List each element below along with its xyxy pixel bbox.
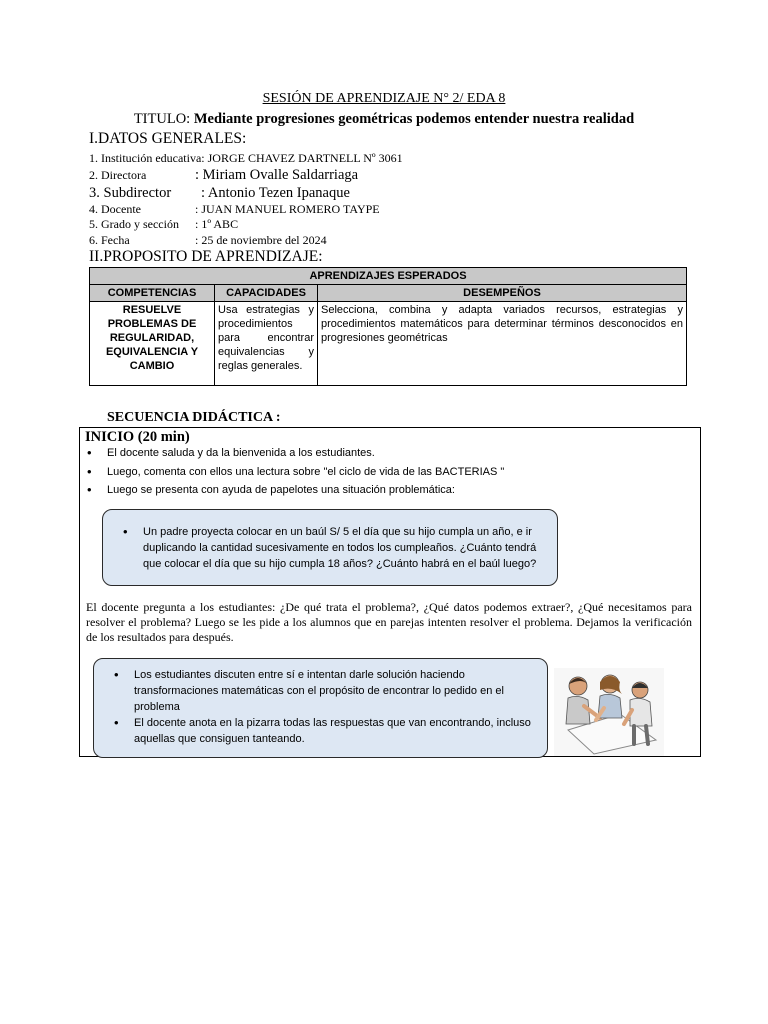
directora-value: : Miriam Ovalle Saldarriaga [195,167,359,183]
subdirector-row [89,185,350,202]
grado-value: : 1º ABC [195,217,239,231]
titulo-value: Mediante progresiones geométricas podemos entender nuestra realidad [193,111,635,127]
subdirector-label: 3. Subdirector [89,185,172,201]
list-item: • Luego se presenta con ayuda de papelotes una situación problemática: [87,482,504,498]
grado-label: 5. Grado y sección [89,217,179,231]
titulo-label: TITULO: [133,111,194,127]
bullet-dot: • [114,715,119,730]
secuencia-heading: SECUENCIA DIDÁCTICA : [107,410,281,425]
pregunta-paragraph: El docente pregunta a los estudiantes: ¿De qué trata el problema?, ¿Qué datos podemos extraer?, ¿Qué necesitamos para resolver el problema? Luego se les pide a los alumnos que en parejas intenten resolver el problema. Dejamos la verificación de los resultados para después. [86,600,692,644]
list-item: • El docente saluda y da la bienvenida a los estudiantes. [87,445,504,461]
col-capacidades: CAPACIDADES [215,285,318,302]
directora-label: 2. Directora [89,168,147,182]
inicio-heading: INICIO (20 min) [85,429,190,445]
table-header-row [90,285,687,302]
table-title: APRENDIZAJES ESPERADOS [90,268,687,285]
docente-label: 4. Docente [89,202,141,216]
discusion-item: Los estudiantes discuten entre sí e intentan darle solución haciendo transformaciones matemáticas con el propósito de encontrar lo pedido en el problema [134,669,504,713]
fecha-label: 6. Fecha [89,233,130,247]
docente-value: : JUAN MANUEL ROMERO TAYPE [195,202,380,216]
aprendizajes-table [89,267,687,386]
docente-row [89,202,380,217]
session-title: SESIÓN DE APRENDIZAJE N° 2/ EDA 8 [262,91,506,106]
bullet-dot: • [114,667,119,682]
subdirector-value: : Antonio Tezen Ipanaque [201,185,350,201]
col-desempenos: DESEMPEÑOS [318,285,687,302]
discusion-box [93,658,548,758]
table-title-row [90,268,687,285]
list-item: • Luego, comenta con ellos una lectura sobre "el ciclo de vida de las BACTERIAS " [87,464,504,480]
table-row [90,302,687,386]
datos-generales-heading: I.DATOS GENERALES: [89,130,247,147]
proposito-heading: II.PROPOSITO DE APRENDIZAJE: [89,248,323,265]
competencia-cell: RESUELVE PROBLEMAS DE REGULARIDAD, EQUIVALENCIA Y CAMBIO [90,302,215,386]
discusion-item: El docente anota en la pizarra todas las respuestas que van encontrando, incluso aquellas que consiguen tanteando. [134,717,531,745]
grado-row [89,217,238,232]
directora-row [89,167,358,184]
desempeno-cell: Selecciona, combina y adapta variados recursos, estrategias y procedimientos matemáticos para determinar términos desconocidos en progresiones geométricas [318,302,687,386]
situacion-problematica-box [102,509,558,586]
fecha-row [89,233,327,248]
students-illustration [554,668,664,756]
col-competencias: COMPETENCIAS [90,285,215,302]
inicio-bullet-list [87,445,504,501]
fecha-value: : 25 de noviembre del 2024 [195,233,327,247]
capacidad-cell: Usa estrategias y procedimientos para encontrar equivalencias y reglas generales. [215,302,318,386]
situacion-text: Un padre proyecta colocar en un baúl S/ 5 el día que su hijo cumpla un año, e ir duplicando la cantidad sucesivamente en todos los cumpleaños. ¿Cuánto tendrá que colocar el día que su hijo cumpla 18 años? ¿Cuánto habrá en el baúl luego? [143,526,537,570]
bullet-dot: • [123,524,128,539]
institucion-row: 1. Institución educativa: JORGE CHAVEZ DARTNELL Nº 3061 [89,151,403,165]
session-subtitle [0,111,768,128]
